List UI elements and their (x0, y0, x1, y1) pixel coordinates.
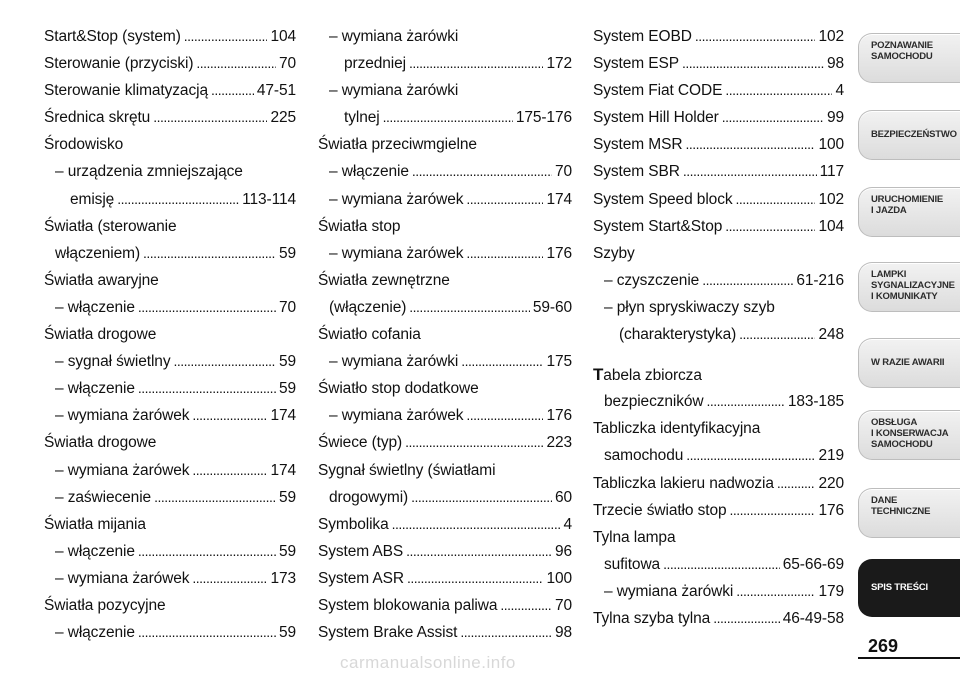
index-entry (593, 240, 844, 267)
index-entry-page: 179 (818, 582, 844, 600)
dot-leader (392, 511, 561, 538)
index-entry (318, 77, 572, 104)
index-entry-label: System Brake Assist (318, 624, 458, 642)
index-entry-page: 174 (546, 190, 572, 208)
index-entry-label: System Fiat CODE (593, 82, 723, 100)
chapter-tab[interactable]: LAMPKI SYGNALIZACYJNE I KOMUNIKATY (858, 262, 960, 312)
dot-leader (138, 294, 276, 321)
index-entry-page: 98 (826, 55, 844, 73)
index-entry (593, 131, 844, 158)
index-entry-label: Tabliczka lakieru nadwozia (593, 474, 774, 492)
dot-leader (383, 104, 513, 131)
index-entry-label: – wymiana żarówek (329, 407, 464, 425)
page-number: 269 (868, 636, 899, 656)
index-entry-label: – czyszczenie (604, 271, 700, 289)
index-entry-page: 100 (818, 136, 844, 154)
index-entry-label: – wymiana żarówki (604, 582, 734, 600)
index-entry (318, 294, 572, 321)
index-entry-page: 183-185 (787, 393, 844, 411)
index-entry-page: 172 (546, 55, 572, 73)
chapter-tabs (858, 0, 960, 677)
index-entry-page: 98 (554, 624, 572, 642)
index-entry-page: 100 (546, 569, 572, 587)
index-entry (593, 186, 844, 213)
index-entry-page: 59 (278, 353, 296, 371)
index-column-2 (318, 23, 572, 646)
index-entry-label: – płyn spryskiwaczy szyb (604, 298, 775, 316)
index-entry (318, 131, 572, 158)
index-column-1 (44, 23, 296, 646)
index-entry-label: Światła drogowe (44, 326, 157, 344)
index-entry-label: Światła (sterowanie (44, 217, 177, 235)
index-entry (44, 186, 296, 213)
index-entry-page: 59 (278, 624, 296, 642)
index-entry-page: 61-216 (796, 271, 844, 289)
index-entry-label: Środowisko (44, 136, 124, 154)
dot-leader (409, 294, 530, 321)
index-entry-label: Symbolika (318, 515, 389, 533)
index-entry-page: 248 (818, 326, 844, 344)
index-entry (44, 267, 296, 294)
index-entry-label: Tabliczka identyfikacyjna (593, 420, 761, 438)
index-entry-page: 59-60 (532, 298, 572, 316)
index-entry (593, 104, 844, 131)
index-entry (44, 511, 296, 538)
dot-leader (192, 402, 267, 429)
dot-leader (117, 186, 239, 213)
index-entry-label: drogowymi) (329, 488, 409, 506)
dot-leader (409, 50, 543, 77)
index-entry (318, 240, 572, 267)
index-entry (44, 348, 296, 375)
index-entry (44, 484, 296, 511)
index-entry (593, 158, 844, 185)
index-entry-page: 4 (563, 515, 572, 533)
index-entry (593, 50, 844, 77)
index-entry-label: – wymiana żarówek (55, 461, 190, 479)
index-entry-label: Start&Stop (system) (44, 28, 181, 45)
index-entry (44, 77, 296, 104)
index-entry-label: System EOBD (593, 28, 692, 45)
index-entry (44, 619, 296, 646)
index-entry-label: Szyby (593, 244, 635, 262)
index-entry-page: 59 (278, 380, 296, 398)
index-entry (44, 402, 296, 429)
watermark: carmanualsonline.info (340, 653, 516, 672)
dot-leader (683, 158, 817, 185)
index-entry-page: 176 (546, 407, 572, 425)
index-entry-page: 99 (826, 109, 844, 127)
index-entry (318, 50, 572, 77)
dot-leader (412, 158, 552, 185)
index-entry-page: 176 (818, 501, 844, 519)
index-entry (593, 321, 844, 348)
index-entry-page: 113-114 (242, 190, 296, 208)
index-entry (318, 23, 572, 50)
dot-leader (725, 77, 832, 104)
index-entry-label: System blokowania paliwa (318, 596, 498, 614)
index-entry (318, 186, 572, 213)
index-entry-label: Trzecie światło stop (593, 501, 727, 519)
index-entry-label: bezpieczników (604, 393, 704, 411)
index-entry-page: 59 (278, 244, 296, 262)
dot-leader (707, 388, 785, 415)
dot-leader (713, 605, 780, 632)
index-entry (44, 104, 296, 131)
index-entry (318, 267, 572, 294)
index-entry (593, 388, 844, 415)
index-entry-label: włączeniem) (55, 244, 141, 262)
dot-leader (685, 131, 815, 158)
chapter-tab[interactable]: URUCHOMIENIE I JAZDA (858, 187, 960, 237)
chapter-tab[interactable]: BEZPIECZEŃSTWO (858, 110, 960, 160)
dot-leader (407, 565, 543, 592)
index-entry (318, 375, 572, 402)
index-entry-label: sufitowa (604, 555, 661, 573)
index-entry-label: System Hill Holder (593, 109, 719, 127)
index-entry-page: 223 (546, 434, 572, 452)
index-entry-label: System ASR (318, 569, 404, 587)
index-entry-label: System ESP (593, 55, 679, 73)
index-entry-page: 104 (270, 28, 296, 45)
index-entry-page: 220 (818, 474, 844, 492)
chapter-tab[interactable]: OBSŁUGA I KONSERWACJA SAMOCHODU (858, 410, 960, 460)
index-entry-label: System MSR (593, 136, 683, 154)
index-entry-page: 65-66-69 (782, 555, 844, 573)
chapter-tab[interactable]: W RAZIE AWARII (858, 338, 960, 388)
index-entry (593, 77, 844, 104)
index-entry-label: – zaświecenie (55, 488, 152, 506)
index-entry-page: 173 (270, 569, 296, 587)
dot-leader (196, 50, 276, 77)
index-entry (318, 457, 572, 484)
index-entry (318, 429, 572, 456)
dot-leader (736, 578, 815, 605)
index-entry-label: Światła drogowe (44, 434, 157, 452)
index-entry-label: Światła awaryjne (44, 271, 159, 289)
dot-leader (192, 457, 267, 484)
dot-leader (722, 104, 824, 131)
dot-leader (663, 551, 780, 578)
index-entry-label: tylnej (344, 109, 380, 127)
index-entry-label: Sygnał świetlny (światłami (318, 461, 496, 479)
dot-leader (695, 23, 816, 50)
index-entry-label: Tabela zbiorcza (593, 365, 702, 385)
index-entry-label: samochodu (604, 447, 684, 465)
index-entry (44, 50, 296, 77)
index-entry-label: przedniej (344, 55, 407, 73)
index-entry (593, 524, 844, 551)
index-entry-label: – wymiana żarówki (329, 82, 459, 100)
index-entry-label: – włączenie (329, 163, 409, 181)
index-entry (318, 213, 572, 240)
index-entry-label: – włączenie (55, 298, 135, 316)
index-entry-label: Tylna lampa (593, 528, 676, 546)
index-entry (593, 551, 844, 578)
index-entry-page: 96 (554, 542, 572, 560)
index-entry (318, 592, 572, 619)
index-entry-page: 225 (270, 109, 296, 127)
index-entry-label: Światła mijania (44, 515, 146, 533)
index-column-3 (593, 23, 844, 632)
index-entry-page: 104 (818, 217, 844, 235)
index-entry-label: – wymiana żarówek (329, 244, 464, 262)
index-entry-page: 102 (818, 28, 844, 45)
index-entry-page: 59 (278, 488, 296, 506)
index-entry-label: Światło cofania (318, 326, 421, 344)
index-entry (593, 442, 844, 469)
dot-leader (173, 348, 275, 375)
index-entry (44, 538, 296, 565)
index-entry-page: 102 (818, 190, 844, 208)
index-entry (593, 497, 844, 524)
index-entry-page: 60 (554, 488, 572, 506)
section-gap (593, 348, 844, 361)
index-entry-label: – wymiana żarówek (329, 190, 464, 208)
index-entry (44, 321, 296, 348)
index-entry-label: Średnica skrętu (44, 109, 151, 127)
index-entry (44, 240, 296, 267)
dot-leader (730, 497, 816, 524)
index-entry (44, 294, 296, 321)
index-entry-label: Światła pozycyjne (44, 596, 166, 614)
dot-leader (138, 538, 276, 565)
dot-leader (460, 619, 552, 646)
index-entry-label: System SBR (593, 163, 680, 181)
index-entry (44, 23, 296, 50)
index-entry (44, 158, 296, 185)
dot-leader (184, 23, 268, 50)
index-entry-label: System Speed block (593, 190, 733, 208)
index-entry (318, 511, 572, 538)
dot-leader (405, 429, 543, 456)
index-entry-label: (włączenie) (329, 298, 407, 316)
index-entry-page: 70 (554, 163, 572, 181)
index-entry-page: 117 (819, 163, 844, 181)
dot-leader (725, 213, 815, 240)
index-entry (318, 619, 572, 646)
index-entry-label: emisję (70, 190, 115, 208)
index-entry-label: Światła stop (318, 217, 401, 235)
dot-leader (154, 484, 276, 511)
dot-leader (686, 442, 815, 469)
index-entry-label: (charakterystyka) (619, 326, 737, 344)
dot-leader (500, 592, 552, 619)
index-entry-page: 174 (270, 407, 296, 425)
index-entry-page: 176 (546, 244, 572, 262)
index-entry (318, 348, 572, 375)
index-entry (318, 321, 572, 348)
dot-leader (466, 186, 543, 213)
index-entry (593, 605, 844, 632)
index-entry-label: – wymiana żarówek (55, 569, 190, 587)
index-entry-label: Sterowanie (przyciski) (44, 55, 194, 73)
index-entry (593, 23, 844, 50)
index-entry-page: 174 (270, 461, 296, 479)
index-entry-label: – wymiana żarówek (55, 407, 190, 425)
index-entry-page: 70 (278, 298, 296, 316)
index-entry (44, 131, 296, 158)
index-entry-page: 175-176 (515, 109, 572, 127)
index-entry (318, 565, 572, 592)
page-number-underline (858, 657, 960, 659)
index-entry-label: – włączenie (55, 380, 135, 398)
index-entry-page: 47-51 (256, 82, 296, 100)
index-entry-page: 70 (278, 55, 296, 73)
index-entry-page: 175 (546, 353, 572, 371)
index-entry (593, 361, 844, 388)
index-entry-label: – sygnał świetlny (55, 353, 171, 371)
index-entry-label: Sterowanie klimatyzacją (44, 82, 208, 100)
dot-leader (406, 538, 552, 565)
index-entry-page: 59 (278, 542, 296, 560)
dot-leader (211, 77, 254, 104)
index-entry-label: Tylna szyba tylna (593, 609, 711, 627)
index-entry (318, 402, 572, 429)
index-entry-label: System ABS (318, 542, 404, 560)
index-entry (44, 457, 296, 484)
chapter-tab[interactable]: SPIS TREŚCI (858, 559, 960, 617)
index-entry (318, 538, 572, 565)
chapter-tab[interactable]: POZNAWANIE SAMOCHODU (858, 33, 960, 83)
dot-leader (682, 50, 824, 77)
index-entry-label: – wymiana żarówki (329, 353, 459, 371)
chapter-tab[interactable]: DANE TECHNICZNE (858, 488, 960, 538)
dot-leader (461, 348, 543, 375)
index-entry (593, 470, 844, 497)
index-entry-label: System Start&Stop (593, 217, 723, 235)
index-entry-label: Świece (typ) (318, 434, 403, 452)
dot-leader (777, 470, 816, 497)
index-entry-label: – włączenie (55, 542, 135, 560)
index-entry-page: 70 (554, 596, 572, 614)
index-entry-page: 4 (835, 82, 844, 100)
dot-leader (739, 321, 815, 348)
index-entry (44, 429, 296, 456)
index-entry-page: 219 (818, 447, 844, 465)
index-entry-label: – włączenie (55, 624, 135, 642)
index-entry (593, 578, 844, 605)
index-entry (318, 158, 572, 185)
dot-leader (411, 484, 552, 511)
dot-leader (702, 267, 793, 294)
dot-leader (138, 619, 276, 646)
index-entry (44, 213, 296, 240)
dot-leader (138, 375, 276, 402)
dot-leader (466, 240, 543, 267)
dot-leader (153, 104, 267, 131)
section-initial-letter: T (593, 365, 604, 385)
index-entry-label: – urządzenia zmniejszające (55, 163, 243, 181)
dot-leader (192, 565, 267, 592)
index-entry (593, 213, 844, 240)
index-entry (318, 104, 572, 131)
index-entry (44, 592, 296, 619)
index-entry-label: – wymiana żarówki (329, 28, 459, 45)
index-entry-label: Światła zewnętrzne (318, 271, 450, 289)
index-entry-label: Światła przeciwmgielne (318, 136, 477, 154)
index-entry (44, 375, 296, 402)
index-entry (593, 267, 844, 294)
dot-leader (736, 186, 816, 213)
index-entry-label: Światło stop dodatkowe (318, 380, 479, 398)
index-entry (593, 415, 844, 442)
dot-leader (143, 240, 276, 267)
index-entry-page: 46-49-58 (782, 609, 844, 627)
dot-leader (466, 402, 543, 429)
index-entry (44, 565, 296, 592)
index-entry (593, 294, 844, 321)
index-entry (318, 484, 572, 511)
